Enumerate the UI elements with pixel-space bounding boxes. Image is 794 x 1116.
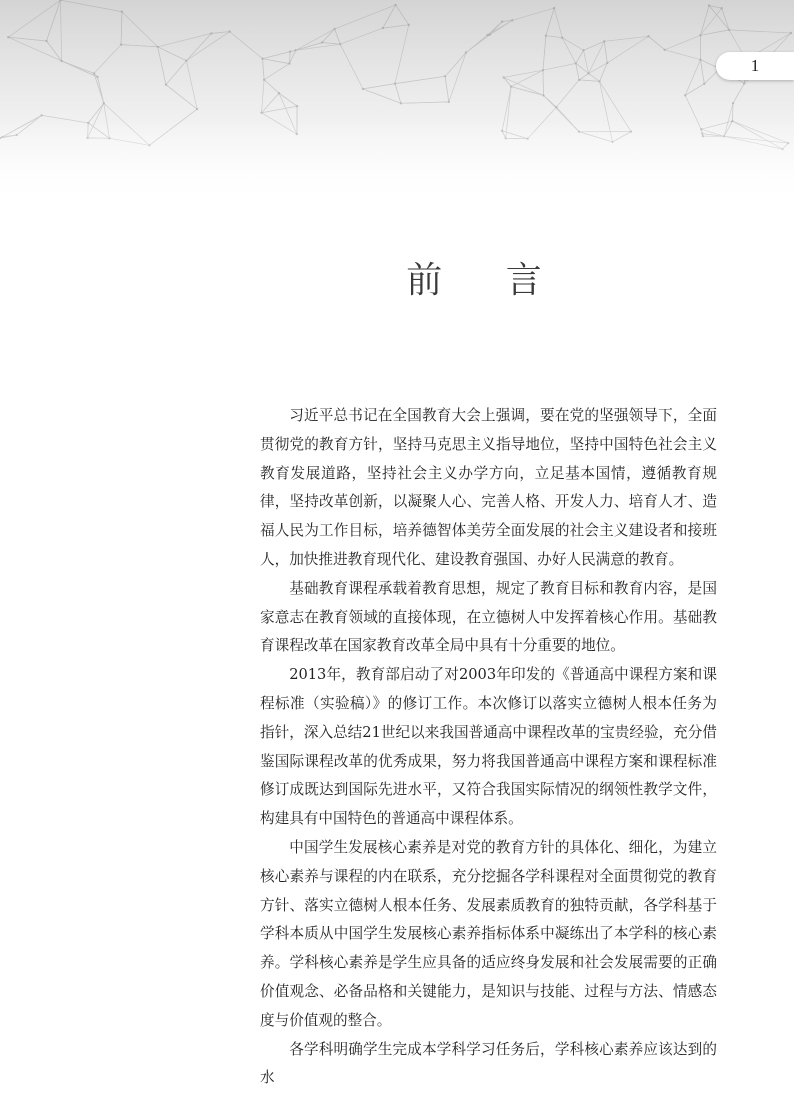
paragraph: 各学科明确学生完成本学科学习任务后，学科核心素养应该达到的水 <box>260 1040 717 1087</box>
header-decoration <box>0 0 794 205</box>
page-title: 前 言 <box>406 260 568 301</box>
paragraph: 习近平总书记在全国教育大会上强调，要在党的坚强领导下，全面贯彻党的教育方针，坚持马克思主义指导地位，坚持中国特色社会主义教育发展道路，坚持社会主义办学方向，立足基本国情，遵循教育规律，坚持改革创新，以凝聚人心、完善人格、开发人力、培育人才、造福人民为工作目标，培养德智体美劳全面发展的社会主义建设者和接班人，加快推进教育现代化、建设教育强国、办好人民满意的教育。 <box>260 407 717 568</box>
paragraph: 2013年，教育部启动了对2003年印发的《普通高中课程方案和课程标准（实验稿）》的修订工作。本次修订以落实立德树人根本任务为指针，深入总结21世纪以来我国普通高中课程改革的宝贵经验，充分借鉴国际课程改革的优秀成果，努力将我国普通高中课程方案和课程标准修订成既达到国际先进水平，又符合我国实际情况的纲领性教学文件，构建具有中国特色的普通高中课程体系。 <box>260 666 717 828</box>
body-text <box>260 402 717 1093</box>
network-mesh-graphic <box>0 0 794 205</box>
page-number: 1 <box>750 56 760 75</box>
page-number-tab <box>716 52 794 80</box>
paragraph: 基础教育课程承载着教育思想，规定了教育目标和教育内容，是国家意志在教育领域的直接体现，在立德树人中发挥着核心作用。基础教育课程改革在国家教育改革全局中具有十分重要的地位。 <box>260 579 717 655</box>
paragraph: 中国学生发展核心素养是对党的教育方针的具体化、细化，为建立核心素养与课程的内在联系，充分挖掘各学科课程对全面贯彻党的教育方针、落实立德树人根本任务、发展素质教育的独特贡献，各学科基于学科本质从中国学生发展核心素养指标体系中凝练出了本学科的核心素养。学科核心素养是学生应具备的适应终身发展和社会发展需要的正确价值观念、必备品格和关键能力，是知识与技能、过程与方法、情感态度与价值观的整合。 <box>260 838 717 1029</box>
